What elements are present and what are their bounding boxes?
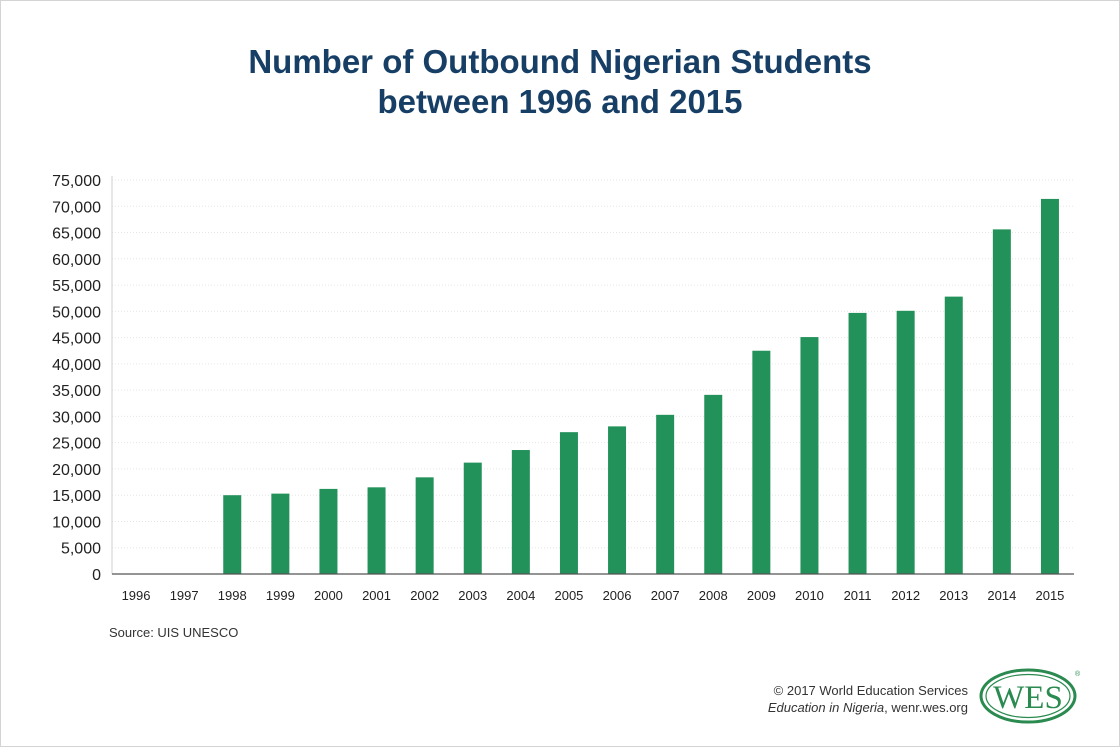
x-tick-label: 2003 bbox=[458, 588, 488, 603]
y-tick-label: 75,000 bbox=[52, 173, 101, 190]
bar-2005 bbox=[560, 432, 578, 574]
y-tick-label: 55,000 bbox=[52, 278, 101, 296]
copyright-text: © 2017 World Education Services bbox=[773, 683, 968, 698]
credits bbox=[768, 682, 968, 716]
bar-1999 bbox=[271, 494, 289, 574]
x-tick-label: 2007 bbox=[650, 588, 680, 603]
website-text: , wenr.wes.org bbox=[884, 700, 968, 715]
bar-2003 bbox=[464, 463, 482, 574]
y-tick-label: 20,000 bbox=[52, 461, 101, 479]
x-tick-label: 2014 bbox=[987, 588, 1017, 603]
y-tick-label: 35,000 bbox=[52, 383, 101, 401]
y-tick-label: 65,000 bbox=[52, 225, 101, 243]
y-tick-label: 40,000 bbox=[52, 356, 101, 374]
x-tick-label: 1997 bbox=[169, 588, 199, 603]
x-tick-label: 2015 bbox=[1035, 588, 1065, 603]
x-tick-label: 2008 bbox=[698, 588, 728, 603]
y-tick-label: 45,000 bbox=[52, 330, 101, 348]
x-tick-label: 1996 bbox=[121, 588, 151, 603]
bar-2010 bbox=[800, 337, 818, 574]
x-tick-label: 2013 bbox=[939, 588, 969, 603]
bar-1998 bbox=[223, 495, 241, 574]
bar-2011 bbox=[849, 313, 867, 574]
logo-registered-mark: ® bbox=[1075, 671, 1081, 678]
bar-2000 bbox=[319, 489, 337, 574]
x-tick-label: 2012 bbox=[891, 588, 921, 603]
publication-line bbox=[768, 699, 968, 716]
bar-2007 bbox=[656, 415, 674, 574]
x-tick-label: 1999 bbox=[265, 588, 295, 603]
bar-2013 bbox=[945, 297, 963, 574]
y-tick-label: 60,000 bbox=[52, 251, 101, 269]
x-tick-label: 2005 bbox=[554, 588, 584, 603]
logo-text: WES bbox=[993, 680, 1063, 716]
y-tick-label: 10,000 bbox=[52, 514, 101, 532]
x-tick-label: 2011 bbox=[843, 588, 872, 603]
x-tick-label: 1998 bbox=[217, 588, 247, 603]
y-tick-label: 30,000 bbox=[52, 409, 101, 427]
x-tick-label: 2001 bbox=[362, 588, 392, 603]
bar-2014 bbox=[993, 229, 1011, 574]
bar-2001 bbox=[368, 487, 386, 574]
chart-title-line-1: Number of Outbound Nigerian Students bbox=[248, 43, 872, 80]
x-tick-label: 2006 bbox=[602, 588, 632, 603]
x-tick-label: 2009 bbox=[746, 588, 776, 603]
x-tick-label: 2002 bbox=[410, 588, 440, 603]
bar-2012 bbox=[897, 311, 915, 574]
x-tick-label: 2004 bbox=[506, 588, 536, 603]
y-axis bbox=[52, 173, 112, 584]
y-tick-label: 25,000 bbox=[52, 435, 101, 453]
x-axis bbox=[112, 574, 1074, 603]
bar-2015 bbox=[1041, 199, 1059, 574]
bar-2006 bbox=[608, 426, 626, 574]
chart-title-line-2: between 1996 and 2015 bbox=[377, 83, 743, 120]
bar-2008 bbox=[704, 395, 722, 574]
wes-logo bbox=[978, 667, 1081, 725]
y-tick-label: 15,000 bbox=[52, 488, 101, 506]
publication-title: Education in Nigeria bbox=[767, 700, 885, 715]
y-tick-label: 70,000 bbox=[52, 199, 101, 217]
x-tick-label: 2000 bbox=[313, 588, 343, 603]
y-tick-label: 5,000 bbox=[60, 540, 101, 558]
bar-2004 bbox=[512, 450, 530, 574]
x-tick-label: 2010 bbox=[794, 588, 824, 603]
bars bbox=[223, 199, 1059, 574]
bar-2002 bbox=[416, 477, 434, 574]
y-tick-label: 0 bbox=[92, 567, 101, 584]
bar-2009 bbox=[752, 351, 770, 574]
y-tick-label: 50,000 bbox=[52, 304, 101, 322]
gridlines bbox=[112, 180, 1074, 548]
source-note: Source: UIS UNESCO bbox=[109, 625, 239, 640]
